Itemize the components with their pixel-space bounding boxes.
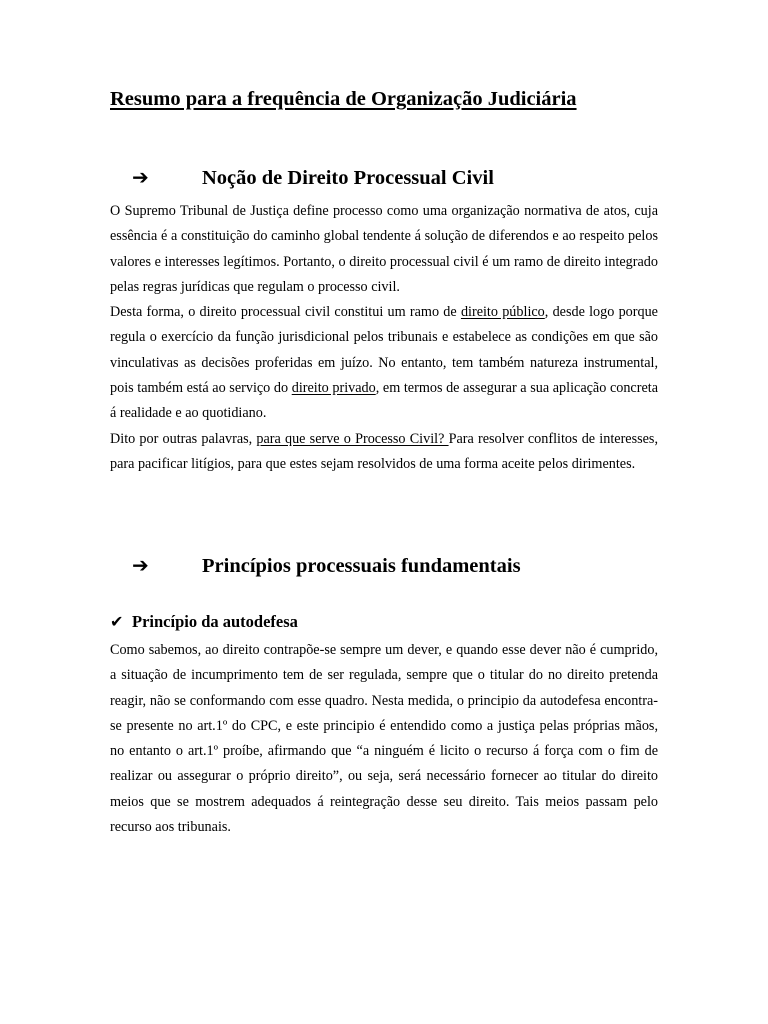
- paragraph-text: , em termos de assegurar a sua aplicação concreta á realidade e ao quotidiano.: [110, 380, 658, 422]
- underlined-term-direito-publico: direito público: [460, 304, 545, 321]
- subsection-heading-text: Princípio da autodefesa: [132, 612, 298, 631]
- underlined-term-direito-privado: direito privado: [291, 380, 376, 397]
- section-heading-principios: [132, 553, 521, 578]
- paragraph: O Supremo Tribunal de Justiça define processo como uma organização normativa de atos, cuja essência é a constituição do caminho global tendente á solução de diferendos e ao respeito pelos valores e interesses legítimos. Portanto, o direito processual civil é um ramo de direito integrado pelas regras jurídicas que regulam o processo civil.: [110, 203, 658, 295]
- arrow-right-icon: ➔: [132, 165, 149, 189]
- paragraph: [110, 300, 658, 426]
- section-body-processual-civil: [110, 199, 658, 477]
- subsection-body-autodefesa: [110, 638, 658, 840]
- section-heading-processual-civil: [132, 165, 494, 190]
- underlined-question: para que serve o Processo Civil?: [256, 430, 449, 447]
- document-title: Resumo para a frequência de Organização Judiciária: [110, 88, 577, 110]
- paragraph-text: , desde logo porque regula o exercício da função jurisdicional pelos tribunais e estabelece as condições em que são vinculativas as decisões proferidas em juízo. No entanto, tem também natureza instrumental, pois também está ao serviço do: [110, 304, 658, 397]
- arrow-right-icon: ➔: [132, 553, 149, 577]
- section-heading-text: Noção de Direito Processual Civil: [202, 167, 494, 189]
- paragraph-text: Dito por outras palavras,: [110, 430, 257, 447]
- checkmark-icon: ✔: [110, 612, 124, 631]
- paragraph: Como sabemos, ao direito contrapõe-se sempre um dever, e quando esse dever não é cumprido, a situação de incumprimento tem de ser regulada, sempre que o titular do no direito pretenda reagir, não se conformando com esse quadro. Nesta medida, o principio da autodefesa encontra-se presente no art.1º do CPC, e este principio é entendido como a justiça pelas próprias mãos, no entanto o art.1º proíbe, afirmando que “a ninguém é licito o recurso á força com o fim de realizar ou assegurar o próprio direito”, ou seja, será necessário fornecer ao titular do direito meios que se mostrem adequados á reintegração desse seu direito. Tais meios passam pelo recurso aos tribunais.: [110, 642, 658, 836]
- paragraph: [110, 427, 658, 478]
- subsection-heading-autodefesa: [110, 612, 298, 632]
- paragraph-text: Para resolver conflitos de interesses, para pacificar litígios, para que estes sejam resolvidos de uma forma aceite pelos dirimentes.: [110, 430, 659, 472]
- paragraph-text: Desta forma, o direito processual civil constitui um ramo de: [110, 304, 461, 321]
- section-heading-text: Princípios processuais fundamentais: [202, 555, 521, 577]
